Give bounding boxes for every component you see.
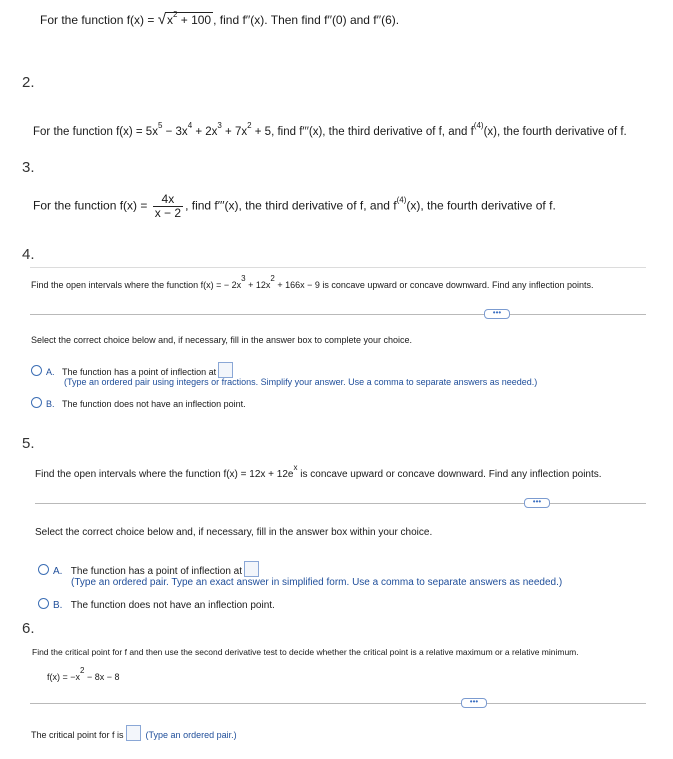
divider	[30, 267, 646, 268]
q5-choice-a[interactable]: A. The function has a point of inflection at	[38, 561, 259, 577]
q2-text: For the function $f(x) = 5x^5 - 3x^4 + 2x^3 + 7x^2 + 5$, find f′′′(x), the third derivative of f, and $f^{(4)}(x)$, the fourth derivative of f.	[33, 121, 627, 138]
q2-number: 2.	[22, 74, 35, 91]
q4-answer-box[interactable]	[218, 362, 233, 378]
q6-number: 6.	[22, 620, 35, 637]
q6-function: $f(x) = -x^2 - 8x - 8$	[47, 666, 120, 682]
q5-number: 5.	[22, 435, 35, 452]
q3-fraction: $\frac{4x}{x - 2}$	[154, 192, 182, 220]
q1-radicand: $x^2 + 100$	[166, 10, 212, 27]
divider	[35, 503, 646, 504]
q6-answer-row: The critical point for f is (Type an ordered pair.)	[31, 725, 237, 741]
q6-text: Find the critical point for f and then use the second derivative test to decide whether the critical point is a relative maximum or a relative minimum.	[32, 647, 579, 657]
q6-answer-box[interactable]	[126, 725, 141, 741]
q4-number: 4.	[22, 246, 35, 263]
q5-answer-box[interactable]	[244, 561, 259, 577]
more-options-button[interactable]: •••	[484, 309, 510, 319]
q4-choice-b[interactable]: B. The function does not have an inflection point.	[31, 397, 246, 409]
q4-instruction: Select the correct choice below and, if necessary, fill in the answer box to complete your choice.	[31, 335, 413, 345]
radio-a[interactable]	[31, 365, 42, 376]
radio-b[interactable]	[31, 397, 42, 408]
more-options-button[interactable]: •••	[524, 498, 550, 508]
divider	[30, 314, 646, 315]
radio-a[interactable]	[38, 564, 49, 575]
more-options-button[interactable]: •••	[461, 698, 487, 708]
q3-number: 3.	[22, 159, 35, 176]
q4-choice-a[interactable]: A. The function has a point of inflection at	[31, 362, 233, 378]
q5-instruction: Select the correct choice below and, if necessary, fill in the answer box within your choice.	[35, 527, 433, 538]
q5-text: Find the open intervals where the function $f(x) = 12x + 12e^x$ is concave upward or concave downward. Find any inflection points.	[35, 463, 602, 480]
q3-text: For the function f(x) = $\frac{4x}{x - 2}$ , find f′′′(x), the third derivative of f, and $f^{(4)}(x)$, the fourth derivative of f.	[33, 192, 556, 220]
q5-choice-a-hint: (Type an ordered pair. Type an exact answer in simplified form. Use a comma to separate answers as needed.)	[71, 577, 563, 588]
radio-b[interactable]	[38, 598, 49, 609]
q4-text: Find the open intervals where the function f(x) = − $2x^3 + 12x^2 + 166x - 9$ is concave upward or concave downward. Find any inflection points.	[31, 274, 594, 290]
divider	[30, 703, 646, 704]
q5-choice-b[interactable]: B. The function does not have an inflection point.	[38, 598, 275, 611]
sqrt-icon: √	[157, 11, 166, 28]
q4-choice-a-hint: (Type an ordered pair using integers or fractions. Simplify your answer. Use a comma to separate answers as needed.)	[64, 377, 538, 387]
q1-text: For the function $f(x) = √x^2 + 100$ , find f′′(x). Then find f′′(0) and f′′(6).	[40, 10, 400, 28]
